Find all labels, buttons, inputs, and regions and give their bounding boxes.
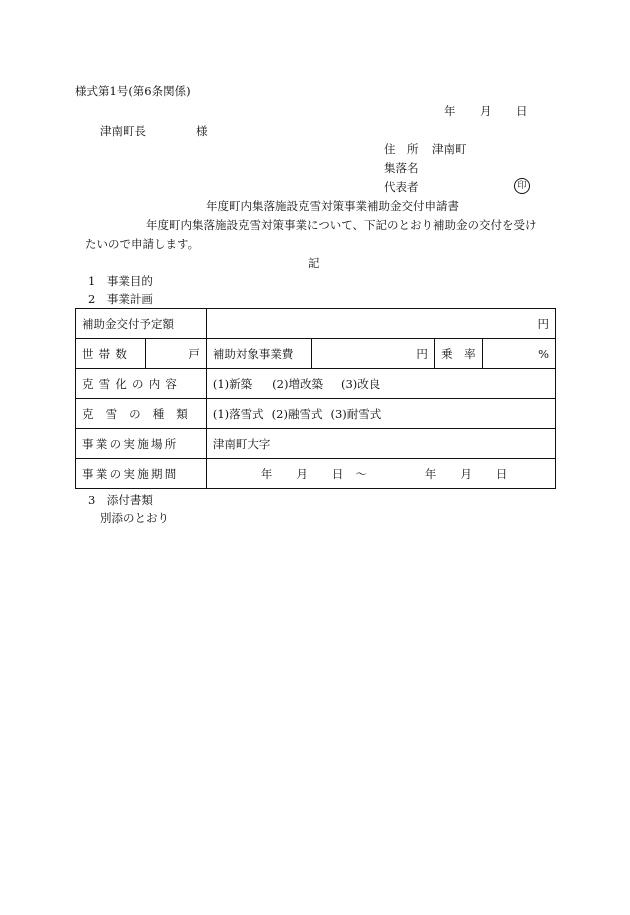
location-field[interactable] xyxy=(206,429,555,459)
households-field[interactable] xyxy=(145,339,206,369)
attachments-value: 別添のとおり xyxy=(100,511,169,525)
subsidy-amount-field[interactable] xyxy=(206,309,555,339)
location-label: 事業の実施場所 xyxy=(76,429,207,459)
body-text-line2: たいので申請します。 xyxy=(85,237,200,251)
period-label: 事業の実施期間 xyxy=(76,459,207,489)
addressee: 津南町長 xyxy=(100,124,146,138)
address-label: 住 所 xyxy=(384,142,419,156)
households-label: 世帯数 xyxy=(76,339,146,369)
yen-unit: 円 xyxy=(537,316,549,331)
project-cost-field[interactable] xyxy=(312,339,434,369)
address-value: 津南町 xyxy=(432,142,467,156)
date-year-label: 年 xyxy=(444,104,456,118)
rate-label: 乗 率 xyxy=(434,339,482,369)
note-heading: 記 xyxy=(308,256,320,270)
content-options xyxy=(206,369,555,399)
type-label: 克雪の種類 xyxy=(76,399,207,429)
period-start-year: 年 xyxy=(260,466,273,481)
table-row xyxy=(76,309,556,339)
table-row xyxy=(76,399,556,429)
project-plan-table xyxy=(75,308,556,489)
type-option-falling-snow[interactable]: (1)落雪式 xyxy=(212,406,264,421)
document-title: 年度町内集落施設克雪対策事業補助金交付申請書 xyxy=(206,199,459,213)
table-row xyxy=(76,429,556,459)
type-option-snow-resistant[interactable]: (3)耐雪式 xyxy=(330,406,382,421)
village-label: 集落名 xyxy=(384,161,419,175)
period-tilde: ～ xyxy=(355,466,367,481)
households-unit: 戸 xyxy=(188,346,200,361)
date-day-label: 日 xyxy=(516,104,528,118)
section-3-heading: 3 添付書類 xyxy=(88,493,153,507)
period-field[interactable] xyxy=(206,459,555,489)
yen-unit: 円 xyxy=(416,346,428,361)
section-2-heading: 2 事業計画 xyxy=(88,292,153,306)
period-start-day: 日 xyxy=(331,466,344,481)
project-cost-label: 補助対象事業費 xyxy=(206,339,312,369)
percent-unit: % xyxy=(538,346,549,361)
period-end-day: 日 xyxy=(495,466,508,481)
table-row xyxy=(76,459,556,489)
period-end-year: 年 xyxy=(424,466,437,481)
table-row xyxy=(76,339,556,369)
content-option-improvement[interactable]: (3)改良 xyxy=(340,376,381,391)
content-label: 克雪化の内容 xyxy=(76,369,207,399)
body-text-line1: 年度町内集落施設克雪対策事業について、下記のとおり補助金の交付を受け xyxy=(146,218,537,232)
form-number: 様式第1号(第6条関係) xyxy=(75,84,191,98)
period-end-month: 月 xyxy=(460,466,472,481)
rate-field[interactable] xyxy=(482,339,555,369)
seal-mark: 印 xyxy=(514,178,530,194)
type-options xyxy=(206,399,555,429)
table-row xyxy=(76,369,556,399)
content-option-renovation[interactable]: (2)増改築 xyxy=(272,376,323,391)
addressee-honorific: 様 xyxy=(196,124,208,138)
date-month-label: 月 xyxy=(480,104,492,118)
location-value: 津南町大字 xyxy=(212,436,271,451)
representative-label: 代表者 xyxy=(384,180,419,194)
content-option-new[interactable]: (1)新築 xyxy=(212,376,253,391)
subsidy-label: 補助金交付予定額 xyxy=(76,309,207,339)
section-1-heading: 1 事業目的 xyxy=(88,274,153,288)
period-start-month: 月 xyxy=(296,466,308,481)
type-option-melting-snow[interactable]: (2)融雪式 xyxy=(271,406,323,421)
